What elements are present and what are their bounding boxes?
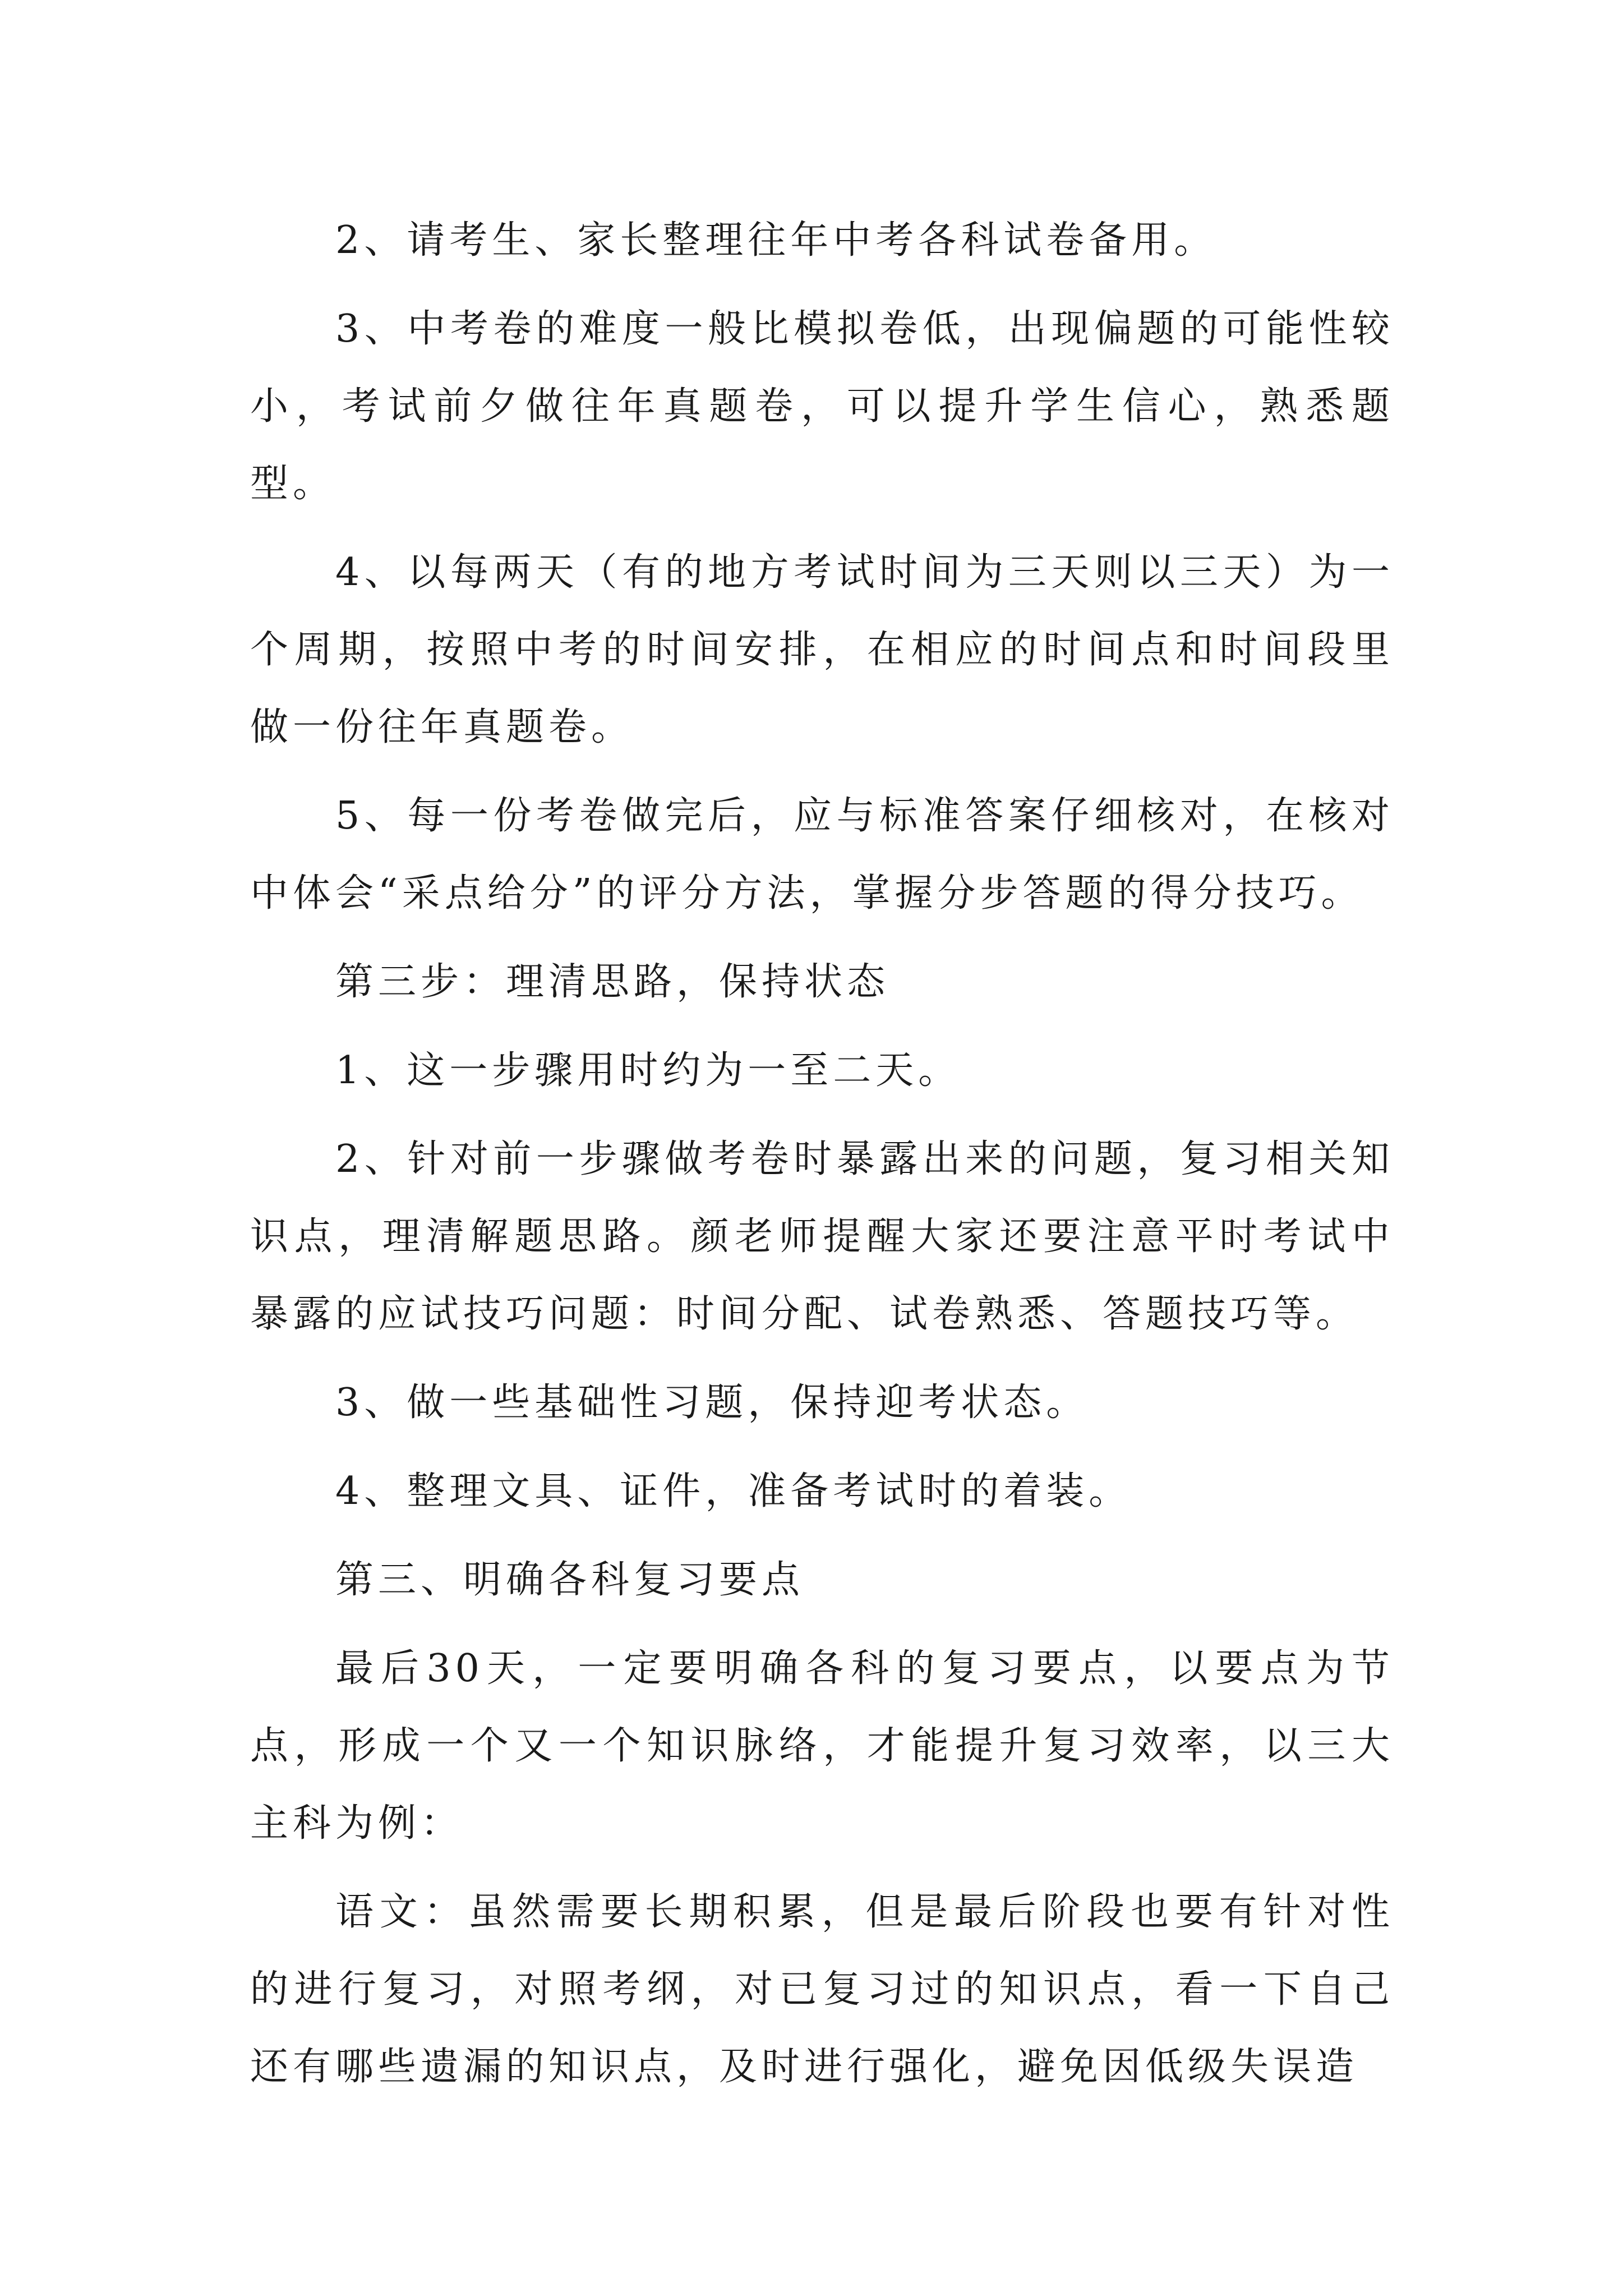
paragraph-step2-item3: 3、中考卷的难度一般比模拟卷低，出现偏题的可能性较小，考试前夕做往年真题卷，可以提升学生信心，熟悉题型。 [250,307,1394,506]
paragraph-step3-item1: 1、这一步骤用时约为一至二天。 [335,1048,961,1093]
section-heading-part3: 第三、明确各科复习要点 [335,1558,805,1602]
paragraph-step3-item2: 2、针对前一步骤做考卷时暴露出来的问题，复习相关知识点，理清解题思路。颜老师提醒大家还要注意平时考试中暴露的应试技巧问题：时间分配、试卷熟悉、答题技巧等。 [250,1137,1394,1336]
paragraph-step2-item5: 5、每一份考卷做完后，应与标准答案仔细核对，在核对中体会“采点给分”的评分方法，掌握分步答题的得分技巧。 [250,794,1394,915]
paragraph-step2-item4: 4、以每两天（有的地方考试时间为三天则以三天）为一个周期，按照中考的时间安排，在相应的时间点和时间段里做一份往年真题卷。 [250,550,1394,749]
paragraph-part3-intro: 最后30天，一定要明确各科的复习要点，以要点为节点，形成一个又一个知识脉络，才能提升复习效率，以三大主科为例： [250,1646,1394,1846]
paragraph-step2-item2: 2、请考生、家长整理往年中考各科试卷备用。 [335,218,1217,263]
paragraph-step3-item3: 3、做一些基础性习题，保持迎考状态。 [335,1381,1089,1425]
document-body [250,202,1394,2117]
paragraph-chinese-subject: 语文：虽然需要长期积累，但是最后阶段也要有针对性的进行复习，对照考纲，对已复习过的知识点，看一下自己还有哪些遗漏的知识点，及时进行强化，避免因低级失误造 [250,1890,1394,2089]
section-heading-step3: 第三步：理清思路，保持状态 [335,960,890,1004]
paragraph-step3-item4: 4、整理文具、证件，准备考试时的着装。 [335,1469,1132,1513]
